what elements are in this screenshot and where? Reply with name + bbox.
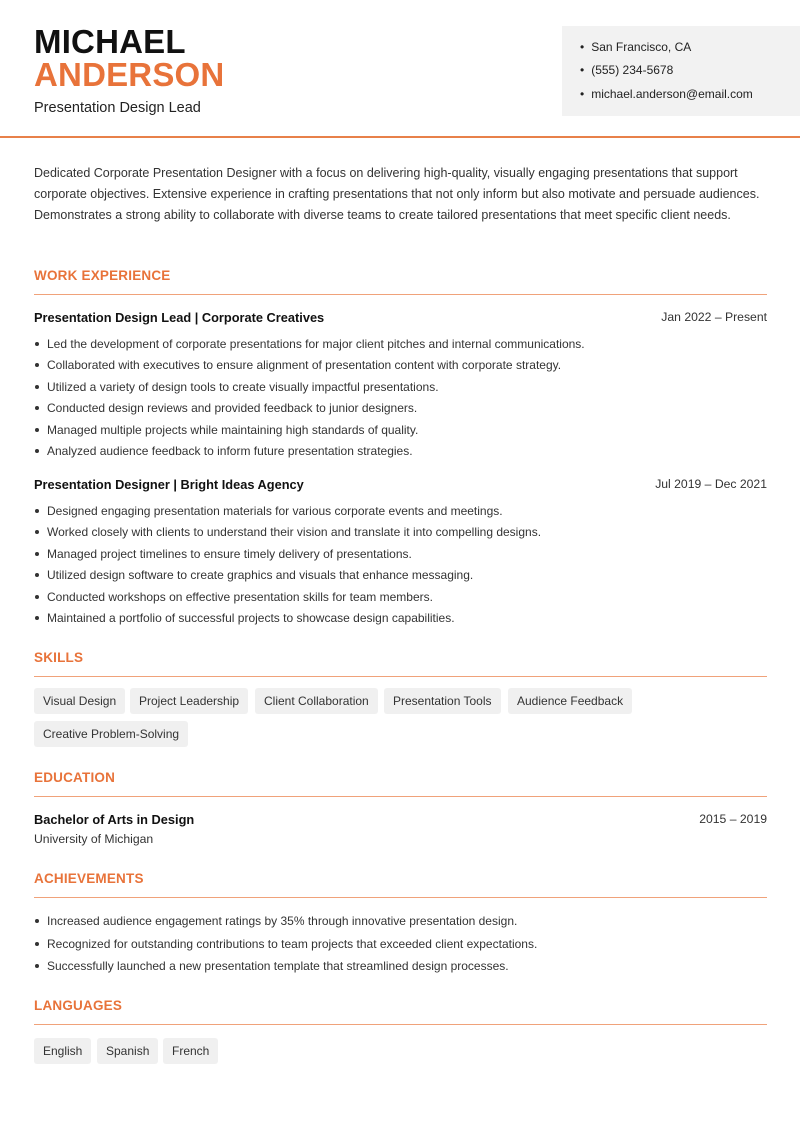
resume-header bbox=[0, 0, 800, 138]
list-item: Analyzed audience feedback to inform future presentation strategies. bbox=[34, 443, 767, 464]
job-title: Presentation Design Lead bbox=[34, 100, 201, 116]
last-name: ANDERSON bbox=[34, 56, 225, 93]
achievement-bullets bbox=[34, 913, 767, 981]
skill-tag: Client Collaboration bbox=[255, 688, 378, 714]
section-title-languages: LANGUAGES bbox=[34, 998, 123, 1013]
list-item: Recognized for outstanding contributions to team projects that exceeded client expectations. bbox=[34, 936, 767, 959]
education-degree: Bachelor of Arts in Design bbox=[34, 812, 195, 827]
skill-tag: Project Leadership bbox=[130, 688, 248, 714]
contact-email[interactable]: • michael.anderson@email.com bbox=[580, 87, 753, 101]
list-item: Increased audience engagement ratings by 35% through innovative presentation design. bbox=[34, 913, 767, 936]
list-item: Designed engaging presentation materials for various corporate events and meetings. bbox=[34, 503, 767, 524]
list-item: Managed multiple projects while maintaining high standards of quality. bbox=[34, 422, 767, 443]
list-item: Managed project timelines to ensure timely delivery of presentations. bbox=[34, 546, 767, 567]
contact-location: • San Francisco, CA bbox=[580, 40, 691, 54]
job-title-company: Presentation Design Lead | Corporate Creatives bbox=[34, 310, 325, 325]
job-bullets bbox=[34, 503, 767, 631]
list-item: Collaborated with executives to ensure alignment of presentation content with corporate strategy. bbox=[34, 357, 767, 378]
contact-box bbox=[562, 26, 800, 116]
education-years: 2015 – 2019 bbox=[699, 812, 767, 826]
job-dates: Jan 2022 – Present bbox=[661, 310, 767, 324]
skill-tag: Creative Problem-Solving bbox=[34, 721, 188, 747]
skill-tag: Audience Feedback bbox=[508, 688, 632, 714]
job-header bbox=[34, 477, 767, 492]
list-item: Utilized a variety of design tools to create visually impactful presentations. bbox=[34, 379, 767, 400]
job-bullets bbox=[34, 336, 767, 464]
list-item: Maintained a portfolio of successful projects to showcase design capabilities. bbox=[34, 610, 767, 631]
section-divider bbox=[34, 796, 767, 797]
list-item: Successfully launched a new presentation template that streamlined design processes. bbox=[34, 958, 767, 981]
language-tag: English bbox=[34, 1038, 91, 1064]
skill-tag: Presentation Tools bbox=[384, 688, 501, 714]
list-item: Led the development of corporate presentations for major client pitches and internal communications. bbox=[34, 336, 767, 357]
first-name: MICHAEL bbox=[34, 23, 186, 60]
list-item: Worked closely with clients to understand their vision and translate it into compelling designs. bbox=[34, 524, 767, 545]
education-school: University of Michigan bbox=[34, 832, 154, 846]
section-divider bbox=[34, 897, 767, 898]
section-divider bbox=[34, 1024, 767, 1025]
list-item: Conducted workshops on effective presentation skills for team members. bbox=[34, 589, 767, 610]
job-title-company: Presentation Designer | Bright Ideas Agency bbox=[34, 477, 304, 492]
skill-tag: Visual Design bbox=[34, 688, 125, 714]
section-divider bbox=[34, 676, 767, 677]
list-item: Utilized design software to create graphics and visuals that enhance messaging. bbox=[34, 567, 767, 588]
list-item: Conducted design reviews and provided feedback to junior designers. bbox=[34, 400, 767, 421]
language-tag: French bbox=[163, 1038, 218, 1064]
language-tag: Spanish bbox=[97, 1038, 158, 1064]
job-dates: Jul 2019 – Dec 2021 bbox=[655, 477, 767, 491]
section-title-work: WORK EXPERIENCE bbox=[34, 268, 171, 283]
job-header bbox=[34, 310, 767, 325]
summary: Dedicated Corporate Presentation Designer with a focus on delivering high-quality, visually engaging presentations that support corporate objectives. Extensive experience in crafting presentations that not only inform but also motivate and persuade audiences. Demonstrates a strong ability to collaborate with diverse teams to create tailored presentations that meet specific client needs. bbox=[34, 166, 760, 222]
section-title-skills: SKILLS bbox=[34, 650, 84, 665]
section-title-achievements: ACHIEVEMENTS bbox=[34, 871, 144, 886]
contact-phone: • (555) 234-5678 bbox=[580, 63, 673, 77]
section-divider bbox=[34, 294, 767, 295]
section-title-education: EDUCATION bbox=[34, 770, 116, 785]
